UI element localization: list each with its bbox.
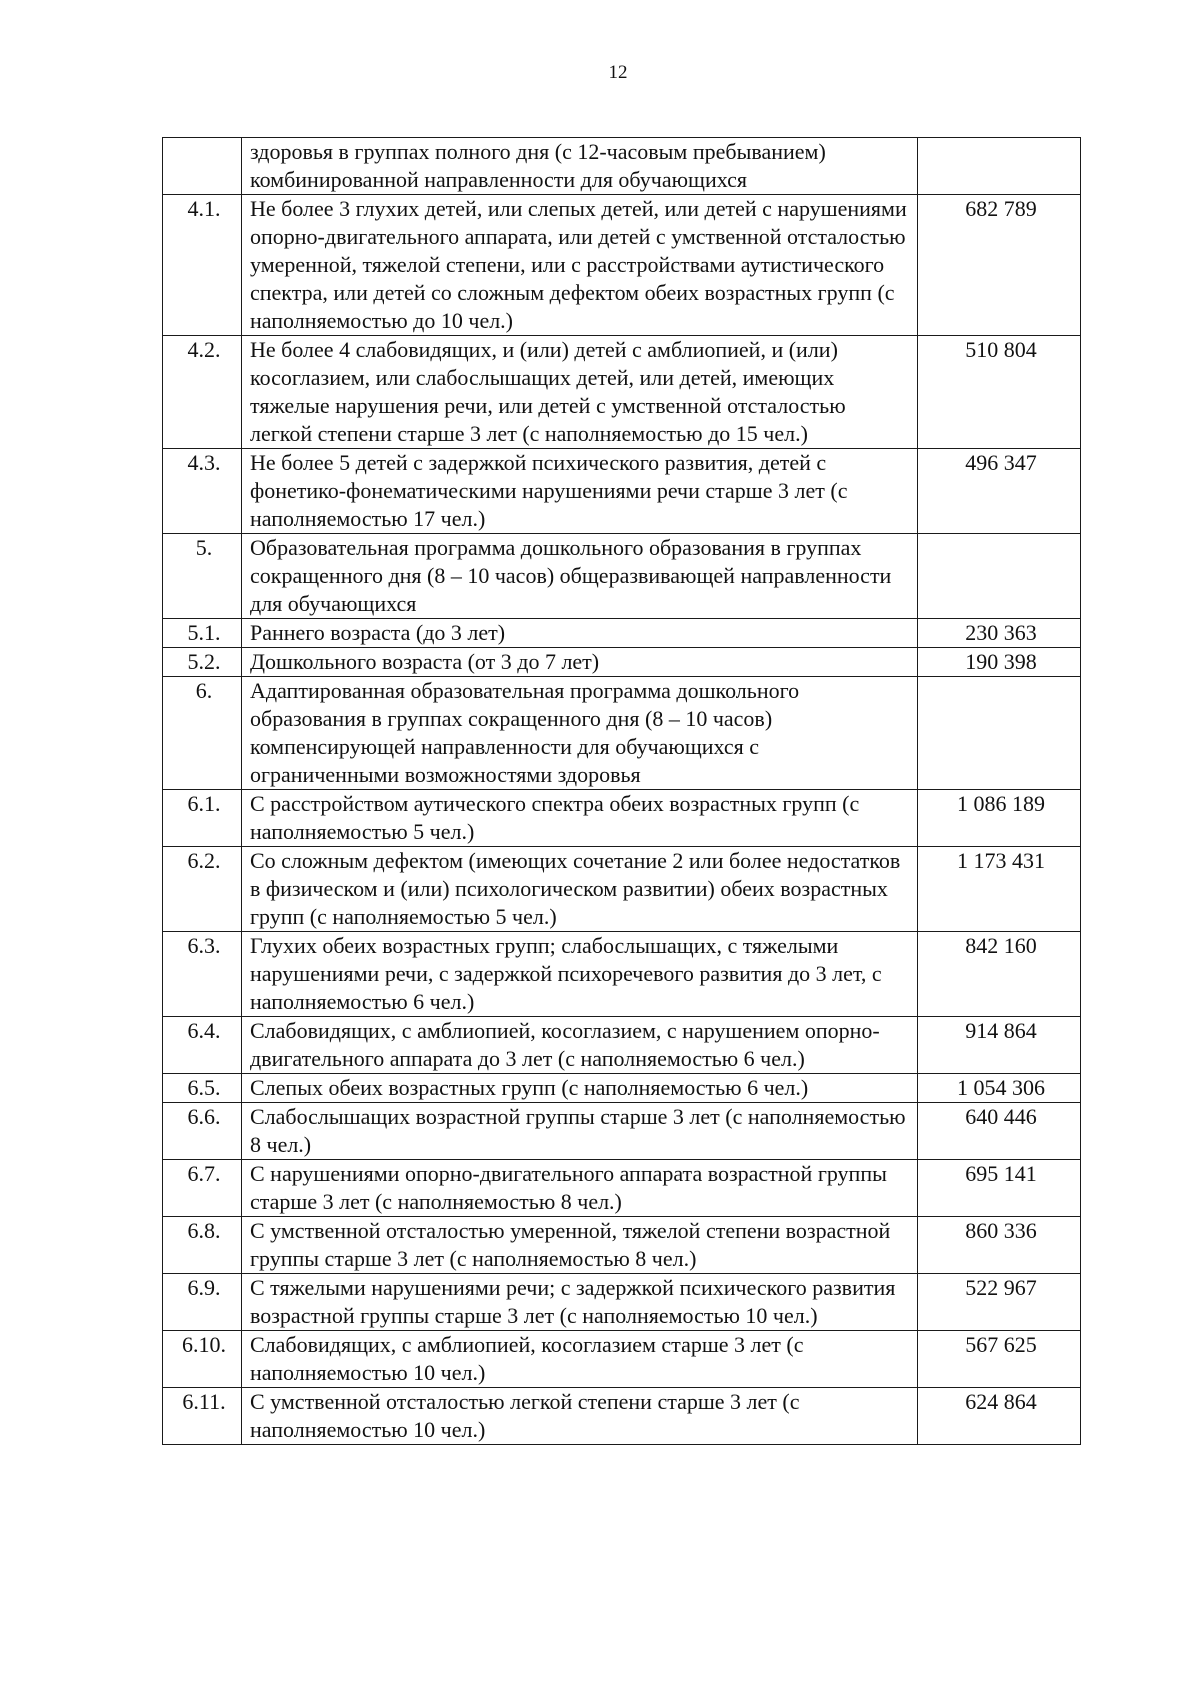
row-value: 522 967: [918, 1274, 1081, 1331]
row-description: Адаптированная образовательная программа дошкольного образования в группах сокращенного дня (8 – 10 часов) компенсирующей направленности для обучающихся с ограниченными возможностями здоровья: [242, 677, 918, 790]
table-row: [163, 534, 1081, 619]
row-description: С расстройством аутического спектра обеих возрастных групп (с наполняемостью 5 чел.): [242, 790, 918, 847]
table-row: [163, 1331, 1081, 1388]
row-description: здоровья в группах полного дня (с 12-часовым пребыванием) комбинированной направленности для обучающихся: [242, 138, 918, 195]
row-number: 4.1.: [163, 195, 242, 336]
table-row: [163, 1103, 1081, 1160]
row-value: 567 625: [918, 1331, 1081, 1388]
row-description: Не более 5 детей с задержкой психического развития, детей с фонетико-фонематическими нарушениями речи старше 3 лет (с наполняемостью 17 чел.): [242, 449, 918, 534]
table-row: [163, 1388, 1081, 1445]
table-row: [163, 1074, 1081, 1103]
row-description: Слабослышащих возрастной группы старше 3 лет (с наполняемостью 8 чел.): [242, 1103, 918, 1160]
row-number: 4.2.: [163, 336, 242, 449]
row-description: Раннего возраста (до 3 лет): [242, 619, 918, 648]
row-value: 510 804: [918, 336, 1081, 449]
row-value: [918, 534, 1081, 619]
row-number: 6.8.: [163, 1217, 242, 1274]
row-description: С нарушениями опорно-двигательного аппарата возрастной группы старше 3 лет (с наполняемостью 8 чел.): [242, 1160, 918, 1217]
row-number: 6.6.: [163, 1103, 242, 1160]
row-description: С умственной отсталостью умеренной, тяжелой степени возрастной группы старше 3 лет (с наполняемостью 8 чел.): [242, 1217, 918, 1274]
row-number: 6.11.: [163, 1388, 242, 1445]
table-row: [163, 677, 1081, 790]
row-number: 4.3.: [163, 449, 242, 534]
row-description: Не более 3 глухих детей, или слепых детей, или детей с нарушениями опорно-двигательного аппарата, или детей с умственной отсталостью умеренной, тяжелой степени, или с расстройствами аутистического спектра, или детей со сложным дефектом обеих возрастных групп (с наполняемостью до 10 чел.): [242, 195, 918, 336]
row-number: 6.9.: [163, 1274, 242, 1331]
row-value: 190 398: [918, 648, 1081, 677]
tariff-table: [162, 137, 1081, 1445]
table-row: [163, 195, 1081, 336]
table-row: [163, 619, 1081, 648]
table-row: [163, 449, 1081, 534]
table-body: [163, 138, 1081, 1445]
row-description: Слабовидящих, с амблиопией, косоглазием, с нарушением опорно-двигательного аппарата до 3 лет (с наполняемостью 6 чел.): [242, 1017, 918, 1074]
table-row: [163, 790, 1081, 847]
row-number: 6.1.: [163, 790, 242, 847]
row-value: 624 864: [918, 1388, 1081, 1445]
row-description: Образовательная программа дошкольного образования в группах сокращенного дня (8 – 10 часов) общеразвивающей направленности для обучающихся: [242, 534, 918, 619]
row-value: [918, 677, 1081, 790]
table-row: [163, 336, 1081, 449]
table-row: [163, 932, 1081, 1017]
row-number: 5.2.: [163, 648, 242, 677]
row-value: 914 864: [918, 1017, 1081, 1074]
row-value: 842 160: [918, 932, 1081, 1017]
page-number: 12: [608, 62, 628, 83]
row-description: С тяжелыми нарушениями речи; с задержкой психического развития возрастной группы старше 3 лет (с наполняемостью 10 чел.): [242, 1274, 918, 1331]
row-value: 1 173 431: [918, 847, 1081, 932]
row-description: Слепых обеих возрастных групп (с наполняемостью 6 чел.): [242, 1074, 918, 1103]
row-value: 1 086 189: [918, 790, 1081, 847]
row-description: С умственной отсталостью легкой степени старше 3 лет (с наполняемостью 10 чел.): [242, 1388, 918, 1445]
row-value: 496 347: [918, 449, 1081, 534]
row-number: [163, 138, 242, 195]
row-value: 695 141: [918, 1160, 1081, 1217]
table-row: [163, 1274, 1081, 1331]
row-number: 6.2.: [163, 847, 242, 932]
row-number: 5.1.: [163, 619, 242, 648]
table-row: [163, 847, 1081, 932]
table-row: [163, 648, 1081, 677]
row-number: 6.4.: [163, 1017, 242, 1074]
row-number: 5.: [163, 534, 242, 619]
row-value: 1 054 306: [918, 1074, 1081, 1103]
row-number: 6.10.: [163, 1331, 242, 1388]
row-value: 230 363: [918, 619, 1081, 648]
row-value: 682 789: [918, 195, 1081, 336]
table-row: [163, 1217, 1081, 1274]
table-row: [163, 138, 1081, 195]
table-row: [163, 1017, 1081, 1074]
row-value: 640 446: [918, 1103, 1081, 1160]
row-number: 6.7.: [163, 1160, 242, 1217]
row-description: Не более 4 слабовидящих, и (или) детей с амблиопией, и (или) косоглазием, или слабослышащих детей, или детей, имеющих тяжелые нарушения речи, или детей с умственной отсталостью легкой степени старше 3 лет (с наполняемостью до 15 чел.): [242, 336, 918, 449]
row-description: Слабовидящих, с амблиопией, косоглазием старше 3 лет (с наполняемостью 10 чел.): [242, 1331, 918, 1388]
row-description: Со сложным дефектом (имеющих сочетание 2 или более недостатков в физическом и (или) психологическом развитии) обеих возрастных групп (с наполняемостью 5 чел.): [242, 847, 918, 932]
row-value: [918, 138, 1081, 195]
row-number: 6.3.: [163, 932, 242, 1017]
row-description: Глухих обеих возрастных групп; слабослышащих, с тяжелыми нарушениями речи, с задержкой психоречевого развития до 3 лет, с наполняемостью 6 чел.): [242, 932, 918, 1017]
row-value: 860 336: [918, 1217, 1081, 1274]
row-number: 6.: [163, 677, 242, 790]
row-description: Дошкольного возраста (от 3 до 7 лет): [242, 648, 918, 677]
table-row: [163, 1160, 1081, 1217]
row-number: 6.5.: [163, 1074, 242, 1103]
